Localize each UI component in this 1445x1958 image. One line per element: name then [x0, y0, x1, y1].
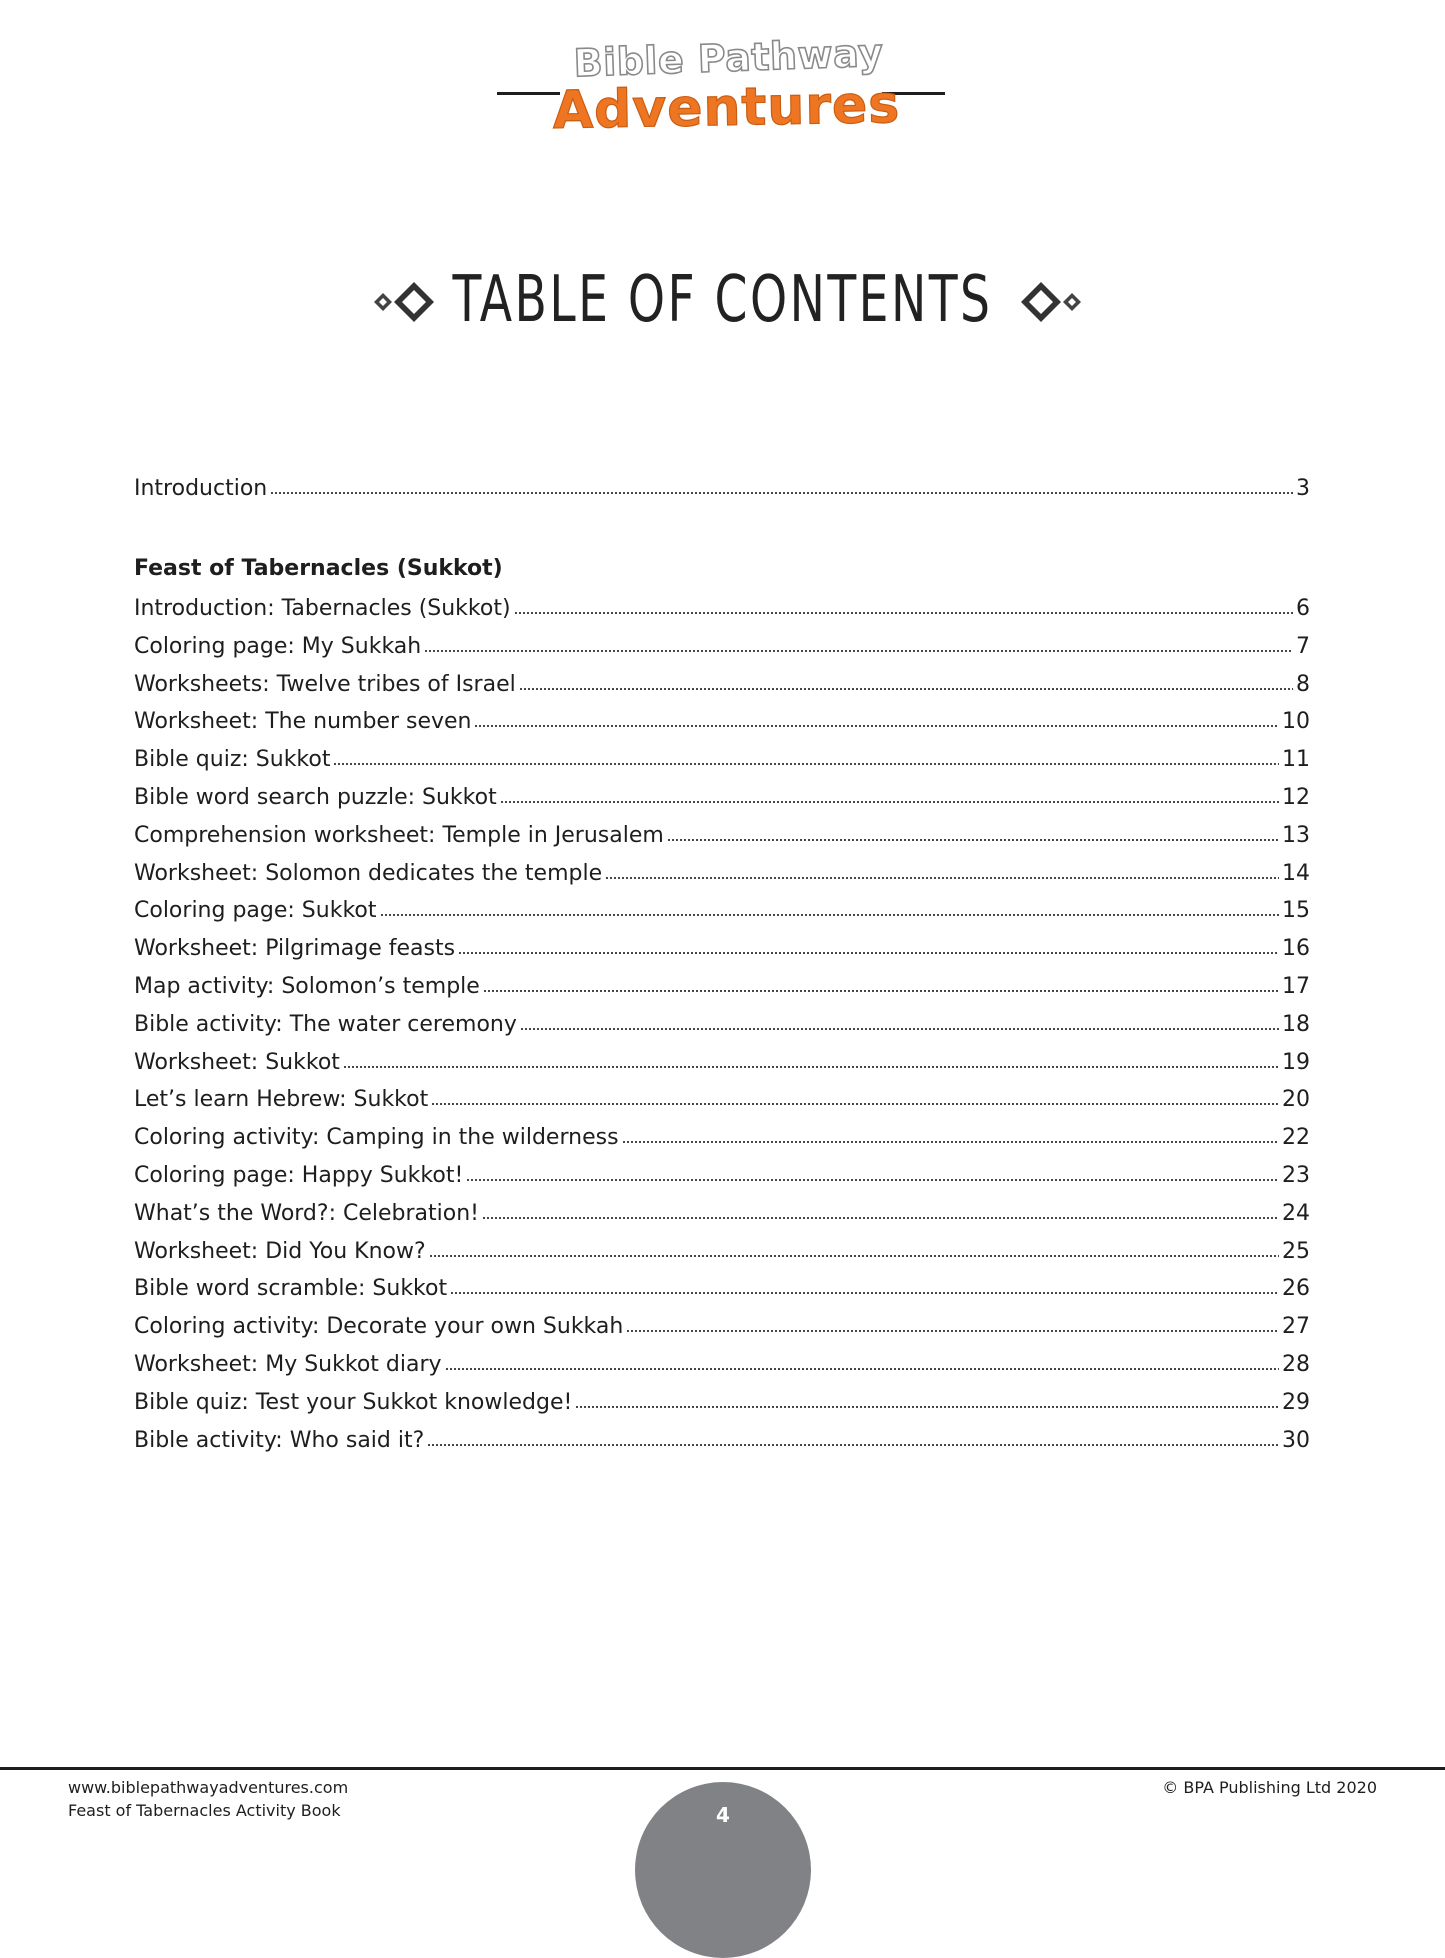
section-heading: Feast of Tabernacles (Sukkot) — [134, 556, 503, 581]
toc-entry[interactable] — [134, 1233, 1310, 1267]
toc-entry-label: Bible word search puzzle: Sukkot — [134, 785, 497, 810]
toc-entry-page: 25 — [1282, 1238, 1310, 1264]
toc-entry-page: 13 — [1282, 822, 1310, 848]
toc-entry-page: 27 — [1282, 1314, 1310, 1340]
toc-entry[interactable] — [134, 1422, 1310, 1456]
toc-entry-label: Comprehension worksheet: Temple in Jerusalem — [134, 822, 664, 848]
footer-website[interactable]: www.biblepathwayadventures.com — [68, 1778, 349, 1797]
toc-entry-label: Let’s learn Hebrew: Sukkot — [134, 1087, 429, 1113]
toc-entry[interactable] — [134, 1384, 1310, 1418]
dot-leader — [500, 799, 1279, 805]
toc-entry-label: Coloring activity: Camping in the wilderness — [134, 1125, 619, 1151]
toc-entry[interactable] — [134, 628, 1310, 662]
footer-rule — [0, 1767, 1445, 1770]
toc-entry-label: Bible activity: Who said it? — [134, 1427, 425, 1453]
dot-leader — [450, 1290, 1279, 1296]
toc-entry-page: 14 — [1282, 860, 1310, 886]
logo-line-1: Bible Pathway — [572, 30, 885, 86]
toc-entry-label: Worksheets: Twelve tribes of Israel — [134, 671, 516, 697]
toc-entry-label: Worksheet: Pilgrimage feasts — [134, 936, 456, 962]
toc-entry-label: Map activity: Solomon’s temple — [134, 974, 480, 999]
dot-leader — [445, 1366, 1279, 1372]
dot-leader — [482, 1215, 1279, 1221]
dot-leader — [427, 1442, 1279, 1448]
dot-leader — [424, 648, 1293, 654]
toc-entry[interactable] — [134, 1081, 1310, 1115]
toc-entry[interactable] — [134, 1308, 1310, 1342]
toc-entry[interactable] — [134, 1044, 1310, 1078]
dot-leader — [519, 686, 1293, 692]
dot-leader — [431, 1101, 1279, 1107]
dot-leader — [270, 490, 1293, 496]
footer-copyright: © BPA Publishing Ltd 2020 — [1162, 1778, 1377, 1797]
dot-leader — [605, 875, 1279, 881]
toc-entry-page: 12 — [1282, 785, 1310, 810]
dot-leader — [333, 761, 1279, 767]
toc-entry-introduction[interactable] — [134, 470, 1310, 504]
toc-entry-label: Introduction: Tabernacles (Sukkot) — [134, 596, 511, 621]
dot-leader — [514, 610, 1293, 616]
toc-entry-label: Bible word scramble: Sukkot — [134, 1276, 448, 1302]
dot-leader — [474, 723, 1279, 729]
toc-entry-page: 11 — [1282, 747, 1310, 773]
toc-entry-page: 17 — [1282, 974, 1310, 999]
toc-entry-label: Worksheet: Solomon dedicates the temple — [134, 860, 603, 886]
toc-entry[interactable] — [134, 1006, 1310, 1040]
toc-entry-page: 19 — [1282, 1049, 1310, 1075]
toc-entry-label: Bible activity: The water ceremony — [134, 1011, 517, 1037]
toc-entry-label: Bible quiz: Test your Sukkot knowledge! — [134, 1389, 573, 1415]
dot-leader — [458, 950, 1279, 956]
toc-entry[interactable] — [134, 930, 1310, 964]
toc-entry-page: 6 — [1296, 596, 1310, 621]
toc-entry-label: Worksheet: Sukkot — [134, 1049, 340, 1075]
toc-entry[interactable] — [134, 1195, 1310, 1229]
toc-entry[interactable] — [134, 855, 1310, 889]
toc-entry[interactable] — [134, 590, 1310, 624]
toc-entry-page: 18 — [1282, 1011, 1310, 1037]
toc-entry[interactable] — [134, 817, 1310, 851]
toc-entry-label: Bible quiz: Sukkot — [134, 747, 331, 773]
page-title: TABLE OF CONTENTS — [452, 263, 993, 337]
toc-entry-page: 15 — [1282, 898, 1310, 924]
dot-leader — [622, 1139, 1279, 1145]
toc-entry[interactable] — [134, 779, 1310, 813]
dot-leader — [380, 912, 1280, 918]
toc-entry-label: Introduction — [134, 476, 268, 501]
toc-entry-page: 7 — [1296, 633, 1310, 659]
toc-entry-label: Coloring page: My Sukkah — [134, 633, 422, 659]
toc-entry-page: 28 — [1282, 1352, 1310, 1377]
footer-left — [68, 1776, 348, 1822]
toc-entry-page: 8 — [1296, 671, 1310, 697]
dot-leader — [429, 1253, 1279, 1259]
toc-entry-page: 20 — [1282, 1087, 1310, 1113]
toc-entry-page: 16 — [1282, 936, 1310, 962]
diamond-ornament-icon — [1005, 282, 1085, 322]
publisher-logo — [0, 30, 1445, 146]
dot-leader — [667, 837, 1279, 843]
toc-entry[interactable] — [134, 1346, 1310, 1380]
toc-entry[interactable] — [134, 666, 1310, 700]
toc-entry[interactable] — [134, 968, 1310, 1002]
toc-entry-page: 3 — [1296, 476, 1310, 501]
toc-entry-label: Coloring page: Happy Sukkot! — [134, 1163, 464, 1188]
toc-entry[interactable] — [134, 892, 1310, 926]
toc-entry-label: Coloring activity: Decorate your own Sukkah — [134, 1314, 624, 1340]
dot-leader — [575, 1404, 1279, 1410]
toc-entry-page: 26 — [1282, 1276, 1310, 1302]
toc-entry-page: 22 — [1282, 1125, 1310, 1151]
footer-book-title: Feast of Tabernacles Activity Book — [68, 1801, 341, 1820]
dot-leader — [626, 1328, 1279, 1334]
toc-entry-label: Worksheet: Did You Know? — [134, 1238, 426, 1264]
toc-entry-label: What’s the Word?: Celebration! — [134, 1200, 479, 1226]
title-row — [0, 262, 1445, 342]
dot-leader — [466, 1177, 1279, 1183]
toc-entry[interactable] — [134, 1157, 1310, 1191]
toc-entry-page: 23 — [1282, 1163, 1310, 1188]
toc-entry-page: 30 — [1282, 1427, 1310, 1453]
dot-leader — [483, 988, 1279, 994]
logo-line-2: Adventures — [552, 74, 901, 142]
toc-entry-page: 24 — [1282, 1200, 1310, 1226]
toc-entry-label: Worksheet: The number seven — [134, 709, 472, 735]
toc-entry[interactable] — [134, 741, 1310, 775]
toc-entry-page: 10 — [1282, 709, 1310, 735]
toc-entry-label: Coloring page: Sukkot — [134, 898, 377, 924]
toc-entry-page: 29 — [1282, 1389, 1310, 1415]
toc-entry-label: Worksheet: My Sukkot diary — [134, 1352, 442, 1377]
toc-entry[interactable] — [134, 703, 1310, 737]
dot-leader — [520, 1026, 1279, 1032]
toc-entry[interactable] — [134, 1119, 1310, 1153]
dot-leader — [343, 1064, 1279, 1070]
page-number: 4 — [716, 1803, 730, 1827]
toc-entry[interactable] — [134, 1270, 1310, 1304]
